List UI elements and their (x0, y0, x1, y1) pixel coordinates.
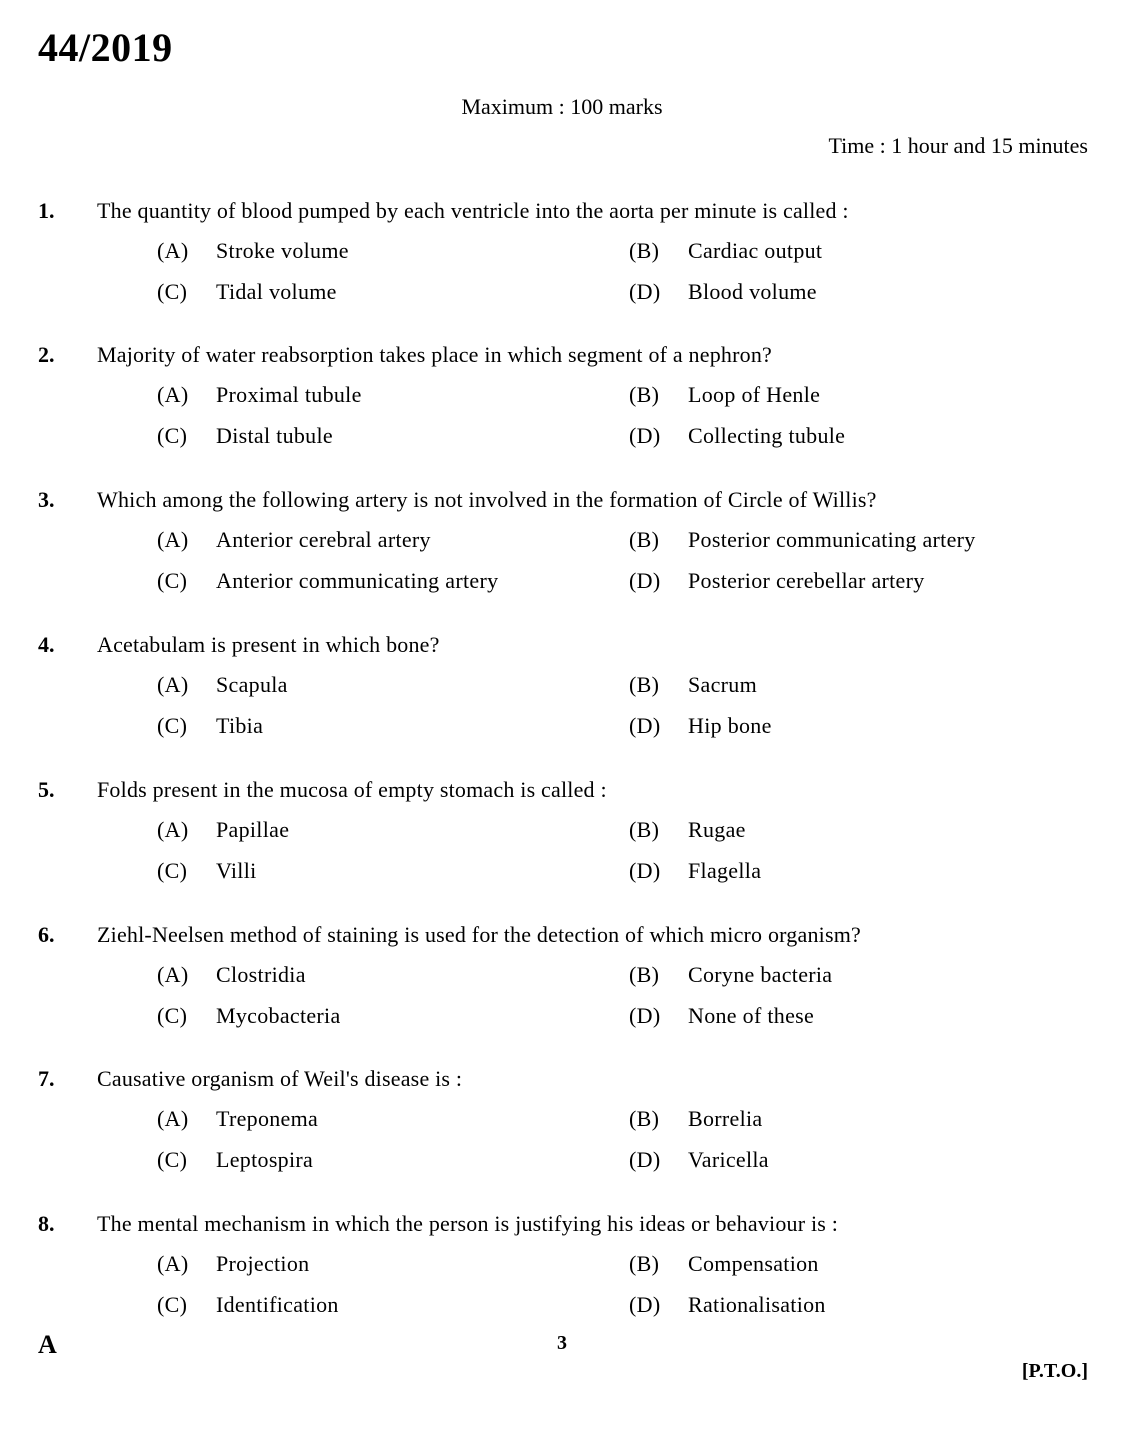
option-label: (A) (157, 1251, 189, 1276)
question-text: The mental mechanism in which the person is justifying his ideas or behaviour is : (97, 1211, 839, 1236)
option-text: Villi (216, 858, 257, 883)
option-label: (C) (157, 423, 188, 448)
question-number: 4. (38, 632, 55, 657)
option-label: (D) (629, 858, 661, 883)
option-text: Papillae (216, 817, 290, 842)
paper-code: 44/2019 (38, 25, 173, 70)
option-text: Tidal volume (216, 279, 337, 304)
option-text: Anterior communicating artery (216, 568, 499, 593)
option-label: (D) (629, 1003, 661, 1028)
time-allowed: Time : 1 hour and 15 minutes (828, 133, 1088, 158)
option-label: (B) (629, 527, 660, 552)
option-text: Mycobacteria (216, 1003, 341, 1028)
maximum-marks: Maximum : 100 marks (461, 94, 663, 119)
option-text: Coryne bacteria (688, 962, 833, 987)
question-number: 6. (38, 922, 55, 947)
option-label: (A) (157, 817, 189, 842)
option-text: Clostridia (216, 962, 306, 987)
question-text: Majority of water reabsorption takes place in which segment of a nephron? (97, 342, 772, 367)
option-text: Distal tubule (216, 423, 333, 448)
option-text: Sacrum (688, 672, 758, 697)
option-text: Leptospira (216, 1147, 314, 1172)
option-text: Posterior cerebellar artery (688, 568, 925, 593)
option-label: (D) (629, 713, 661, 738)
option-label: (A) (157, 962, 189, 987)
option-text: Scapula (216, 672, 288, 697)
question-text: Which among the following artery is not involved in the formation of Circle of Willis? (97, 487, 877, 512)
question-text: Folds present in the mucosa of empty stomach is called : (97, 777, 607, 802)
option-text: Flagella (688, 858, 762, 883)
page-number: 3 (557, 1332, 567, 1354)
option-label: (A) (157, 527, 189, 552)
option-text: Rationalisation (688, 1292, 826, 1317)
option-label: (B) (629, 962, 660, 987)
option-label: (D) (629, 568, 661, 593)
series-letter: A (38, 1330, 57, 1359)
option-text: None of these (688, 1003, 815, 1028)
question-text: Ziehl-Neelsen method of staining is used for the detection of which micro organism? (97, 922, 861, 947)
option-label: (C) (157, 858, 188, 883)
option-label: (A) (157, 238, 189, 263)
option-label: (C) (157, 1292, 188, 1317)
question-number: 2. (38, 342, 55, 367)
option-text: Rugae (688, 817, 746, 842)
option-text: Tibia (216, 713, 264, 738)
option-text: Hip bone (688, 713, 772, 738)
option-label: (C) (157, 568, 188, 593)
question-text: The quantity of blood pumped by each ventricle into the aorta per minute is called : (97, 198, 849, 223)
option-label: (B) (629, 1251, 660, 1276)
option-label: (D) (629, 1147, 661, 1172)
option-text: Collecting tubule (688, 423, 846, 448)
question-number: 5. (38, 777, 55, 802)
option-text: Proximal tubule (216, 382, 362, 407)
option-text: Varicella (688, 1147, 769, 1172)
option-text: Identification (216, 1292, 339, 1317)
option-label: (D) (629, 423, 661, 448)
option-label: (C) (157, 1147, 188, 1172)
option-text: Projection (216, 1251, 310, 1276)
option-label: (B) (629, 817, 660, 842)
option-text: Stroke volume (216, 238, 349, 263)
option-text: Anterior cerebral artery (216, 527, 431, 552)
question-number: 7. (38, 1066, 55, 1091)
question-number: 3. (38, 487, 55, 512)
option-label: (D) (629, 279, 661, 304)
option-text: Blood volume (688, 279, 817, 304)
option-label: (B) (629, 1106, 660, 1131)
question-text: Acetabulam is present in which bone? (97, 632, 440, 657)
option-text: Loop of Henle (688, 382, 821, 407)
option-label: (A) (157, 382, 189, 407)
option-label: (A) (157, 672, 189, 697)
option-label: (C) (157, 1003, 188, 1028)
question-number: 1. (38, 198, 55, 223)
option-label: (D) (629, 1292, 661, 1317)
option-text: Posterior communicating artery (688, 527, 976, 552)
option-label: (A) (157, 1106, 189, 1131)
option-label: (B) (629, 238, 660, 263)
option-label: (C) (157, 279, 188, 304)
option-text: Borrelia (688, 1106, 763, 1131)
option-text: Compensation (688, 1251, 819, 1276)
option-label: (B) (629, 672, 660, 697)
option-text: Cardiac output (688, 238, 823, 263)
option-text: Treponema (216, 1106, 319, 1131)
please-turn-over: [P.T.O.] (1021, 1360, 1088, 1382)
question-text: Causative organism of Weil's disease is : (97, 1066, 463, 1091)
option-label: (C) (157, 713, 188, 738)
option-label: (B) (629, 382, 660, 407)
question-number: 8. (38, 1211, 55, 1236)
